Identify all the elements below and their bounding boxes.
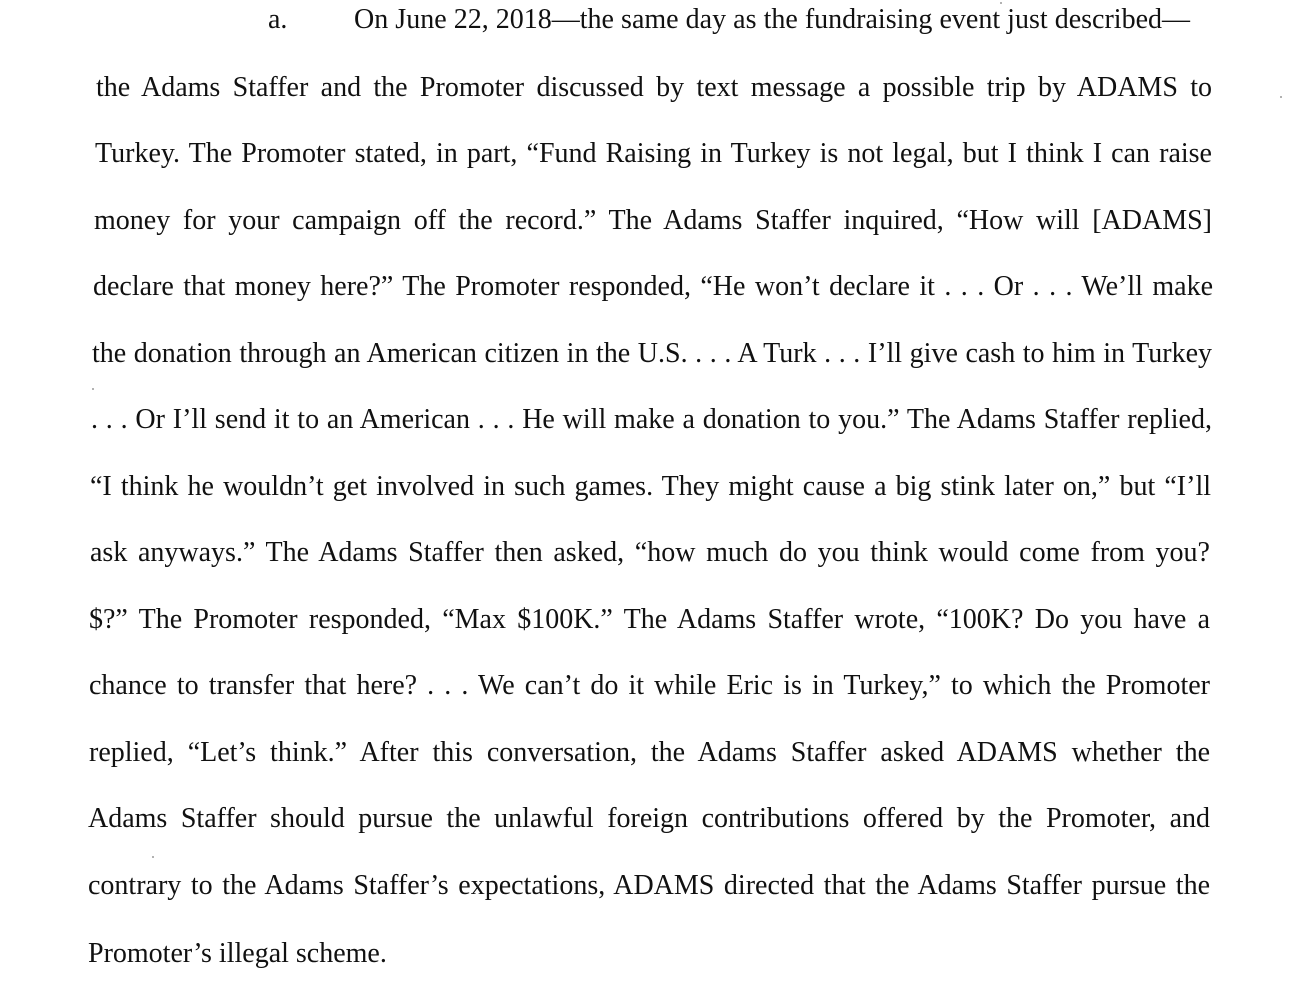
paragraph-line-1: [0, 0, 1314, 40]
line-text: On June 22, 2018—the same day as the fundraising event just described—: [354, 4, 1190, 35]
line-text: . . . Or I’ll send it to an American . . . He will make a donation to you.” The Adams Staffer replied,: [91, 404, 1212, 435]
line-text: chance to transfer that here? . . . We can’t do it while Eric is in Turkey,” to which the Promoter: [89, 670, 1210, 701]
line-text: Turkey. The Promoter stated, in part, “Fund Raising in Turkey is not legal, but I think I can raise: [95, 138, 1212, 169]
paragraph-line-13: [0, 799, 1314, 839]
line-text: $?” The Promoter responded, “Max $100K.” The Adams Staffer wrote, “100K? Do you have a: [89, 604, 1210, 635]
paragraph-line-10: [0, 600, 1314, 640]
paragraph-line-3: [0, 134, 1314, 174]
paragraph-line-11: [0, 666, 1314, 706]
scan-speck: [1000, 2, 1002, 4]
line-text: money for your campaign off the record.” The Adams Staffer inquired, “How will [ADAMS]: [94, 205, 1212, 236]
paragraph-line-9: [0, 533, 1314, 573]
paragraph-line-5: [0, 267, 1314, 307]
paragraph-marker: a.: [268, 4, 288, 35]
paragraph-line-14: [0, 866, 1314, 906]
scan-speck: [1280, 96, 1282, 98]
line-text: ask anyways.” The Adams Staffer then asked, “how much do you think would come from you?: [90, 537, 1210, 568]
paragraph-line-2: [0, 68, 1314, 108]
scan-speck: [152, 856, 154, 858]
line-text: the donation through an American citizen in the U.S. . . . A Turk . . . I’ll give cash to him in Turkey: [92, 338, 1212, 369]
line-text: Promoter’s illegal scheme.: [88, 938, 387, 969]
paragraph-line-7: [0, 400, 1314, 440]
scan-speck: [92, 388, 94, 390]
line-text: the Adams Staffer and the Promoter discussed by text message a possible trip by ADAMS to: [96, 72, 1212, 103]
paragraph-line-6: [0, 334, 1314, 374]
paragraph-line-8: [0, 467, 1314, 507]
paragraph-line-12: [0, 733, 1314, 773]
line-text: Adams Staffer should pursue the unlawful foreign contributions offered by the Promoter, and: [88, 803, 1210, 834]
line-text: “I think he wouldn’t get involved in such games. They might cause a big stink later on,” but “I’ll: [90, 471, 1211, 502]
line-text: replied, “Let’s think.” After this conversation, the Adams Staffer asked ADAMS whether the: [89, 737, 1210, 768]
line-text: declare that money here?” The Promoter responded, “He won’t declare it . . . Or . . . We’ll make: [93, 271, 1213, 302]
line-text: contrary to the Adams Staffer’s expectations, ADAMS directed that the Adams Staffer pursue the: [88, 870, 1210, 901]
paragraph-line-15: [0, 934, 1314, 974]
paragraph-line-4: [0, 201, 1314, 241]
